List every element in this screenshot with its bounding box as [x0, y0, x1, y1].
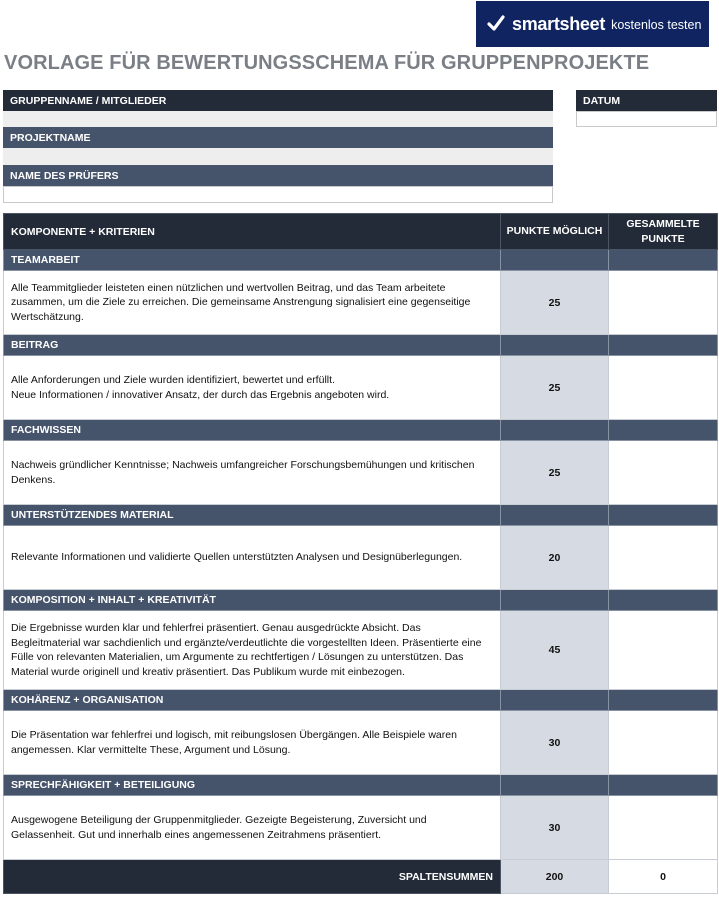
- logo-brand-text: smartsheet: [512, 13, 606, 34]
- totals-label: SPALTENSUMMEN: [4, 860, 501, 894]
- reviewer-name-field[interactable]: [3, 186, 553, 203]
- total-points-possible: 200: [501, 860, 609, 894]
- criteria-text: Relevante Informationen und validierte Quellen unterstützten Analysen und Designüberlegungen.: [4, 526, 501, 590]
- category-label: FACHWISSEN: [4, 420, 501, 441]
- points-collected-cell[interactable]: [609, 271, 718, 335]
- smartsheet-checkmark-icon: [486, 14, 506, 34]
- points-possible-cell: 25: [501, 356, 609, 420]
- criteria-row: [4, 711, 718, 775]
- criteria-row: [4, 271, 718, 335]
- group-name-label: GRUPPENNAME / MITGLIEDER: [3, 90, 553, 111]
- category-row: [4, 690, 718, 711]
- points-collected-cell[interactable]: [609, 356, 718, 420]
- criteria-line: Alle Anforderungen und Ziele wurden identifiziert, bewertet und erfüllt.: [11, 374, 335, 386]
- table-header-row: [4, 214, 718, 250]
- category-label: BEITRAG: [4, 335, 501, 356]
- date-field[interactable]: [576, 111, 717, 127]
- header-points-collected: GESAMMELTE PUNKTE: [609, 214, 718, 250]
- criteria-text: Ausgewogene Beteiligung der Gruppenmitglieder. Gezeigte Begeisterung, Zuversicht und Gelassenheit. Gut und innerhalb eines angemessenen Zeitrahmens präsentiert.: [4, 796, 501, 860]
- criteria-text: Nachweis gründlicher Kenntnisse; Nachweis umfangreicher Forschungsbemühungen und kritischen Denkens.: [4, 441, 501, 505]
- criteria-text: Die Präsentation war fehlerfrei und logisch, mit reibungslosen Übergängen. Alle Beispiele waren angemessen. Klar vermittelte These, Argument und Lösung.: [4, 711, 501, 775]
- category-row: [4, 335, 718, 356]
- header-component: KOMPONENTE + KRITERIEN: [4, 214, 501, 250]
- logo-cta-text: kostenlos testen: [611, 18, 702, 32]
- reviewer-name-label: NAME DES PRÜFERS: [3, 165, 553, 186]
- category-row: [4, 590, 718, 611]
- category-label: KOHÄRENZ + ORGANISATION: [4, 690, 501, 711]
- points-collected-cell[interactable]: [609, 796, 718, 860]
- criteria-text: Alle Teammitglieder leisteten einen nützlichen und wertvollen Beitrag, und das Team arbeitete zusammen, um die Ziele zu erreichen. Die gemeinsame Anstrengung signalisiert eine gegenseitige Wertschätzung.: [4, 271, 501, 335]
- criteria-row: [4, 356, 718, 420]
- points-possible-cell: 25: [501, 271, 609, 335]
- criteria-text: Die Ergebnisse wurden klar und fehlerfrei präsentiert. Genau ausgedrückte Absicht. Das Begleitmaterial war sachdienlich und ergänzte/verdeutlichte die vorgestellten Ideen. Präsentierte eine Fülle von relevanten Materialien, um Argumente zu rechtfertigen / Lösungen zu unterstützen. Das Material wurde originell und kreativ präsentiert. Das Publikum wurde mit einbezogen.: [4, 611, 501, 690]
- criteria-row: [4, 796, 718, 860]
- category-row: [4, 250, 718, 271]
- header-points-possible: PUNKTE MÖGLICH: [501, 214, 609, 250]
- category-label: KOMPOSITION + INHALT + KREATIVITÄT: [4, 590, 501, 611]
- category-row: [4, 420, 718, 441]
- points-collected-cell[interactable]: [609, 441, 718, 505]
- category-label: TEAMARBEIT: [4, 250, 501, 271]
- points-collected-cell[interactable]: [609, 611, 718, 690]
- criteria-row: [4, 441, 718, 505]
- project-name-field[interactable]: [3, 148, 553, 165]
- page-title: VORLAGE FÜR BEWERTUNGSSCHEMA FÜR GRUPPENPROJEKTE: [4, 52, 650, 74]
- points-collected-cell[interactable]: [609, 526, 718, 590]
- points-possible-cell: 30: [501, 711, 609, 775]
- criteria-line: Neue Informationen / innovativer Ansatz, der durch das Ergebnis angeboten wird.: [11, 388, 390, 401]
- criteria-text: [4, 356, 501, 420]
- category-row: [4, 775, 718, 796]
- group-name-field[interactable]: [3, 111, 553, 127]
- points-possible-cell: 45: [501, 611, 609, 690]
- points-collected-cell[interactable]: [609, 711, 718, 775]
- category-label: UNTERSTÜTZENDES MATERIAL: [4, 505, 501, 526]
- smartsheet-logo-banner[interactable]: [476, 1, 709, 47]
- criteria-row: [4, 611, 718, 690]
- category-label: SPRECHFÄHIGKEIT + BETEILIGUNG: [4, 775, 501, 796]
- project-name-label: PROJEKTNAME: [3, 127, 553, 148]
- points-possible-cell: 20: [501, 526, 609, 590]
- points-possible-cell: 25: [501, 441, 609, 505]
- rubric-table: [3, 213, 718, 894]
- category-row: [4, 505, 718, 526]
- date-label: DATUM: [576, 90, 717, 111]
- points-possible-cell: 30: [501, 796, 609, 860]
- totals-row: [4, 860, 718, 894]
- total-points-collected: 0: [609, 860, 718, 894]
- criteria-row: [4, 526, 718, 590]
